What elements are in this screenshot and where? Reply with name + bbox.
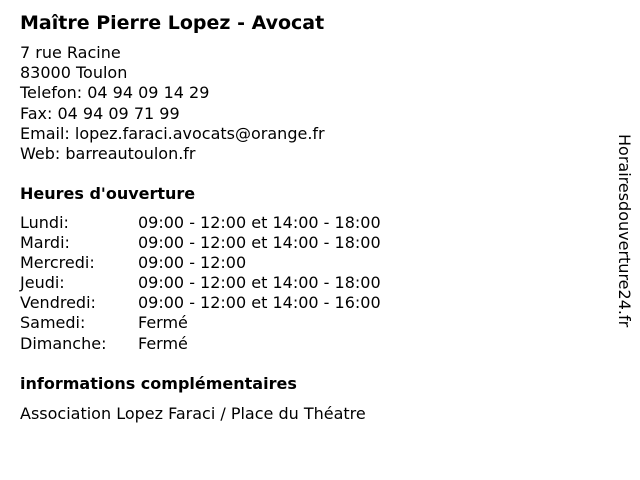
day-hours: Fermé bbox=[138, 333, 188, 353]
day-label: Lundi: bbox=[20, 213, 69, 232]
day-hours: Fermé bbox=[138, 313, 188, 333]
address-city: 83000 Toulon bbox=[20, 63, 128, 83]
address-street: 7 rue Racine bbox=[20, 43, 121, 62]
site-watermark bbox=[614, 134, 636, 344]
day-hours: 09:00 - 12:00 et 14:00 - 18:00 bbox=[138, 273, 381, 293]
site-watermark-text: Horairesdouverture24.fr bbox=[615, 134, 634, 328]
page-title: Maître Pierre Lopez - Avocat bbox=[20, 12, 325, 34]
fax-number: Fax: 04 94 09 71 99 bbox=[20, 103, 180, 123]
day-hours: 09:00 - 12:00 et 14:00 - 18:00 bbox=[138, 233, 381, 253]
additional-info-text: Association Lopez Faraci / Place du Théatre bbox=[20, 404, 366, 423]
day-label: Samedi: bbox=[20, 313, 86, 333]
day-hours: 09:00 - 12:00 et 14:00 - 18:00 bbox=[138, 213, 381, 232]
day-label: Jeudi: bbox=[20, 273, 65, 293]
day-label: Dimanche: bbox=[20, 333, 107, 353]
additional-info-heading: informations complémentaires bbox=[20, 374, 297, 393]
website: Web: barreautoulon.fr bbox=[20, 144, 196, 164]
day-label: Vendredi: bbox=[20, 293, 96, 313]
day-hours: 09:00 - 12:00 bbox=[138, 253, 247, 273]
email-address: Email: lopez.faraci.avocats@orange.fr bbox=[20, 123, 325, 143]
opening-hours-heading: Heures d'ouverture bbox=[20, 184, 196, 203]
contact-block bbox=[20, 43, 325, 164]
day-hours: 09:00 - 12:00 et 14:00 - 16:00 bbox=[138, 293, 381, 313]
day-label: Mercredi: bbox=[20, 253, 95, 273]
phone-number: Telefon: 04 94 09 14 29 bbox=[20, 83, 210, 103]
day-label: Mardi: bbox=[20, 233, 70, 253]
